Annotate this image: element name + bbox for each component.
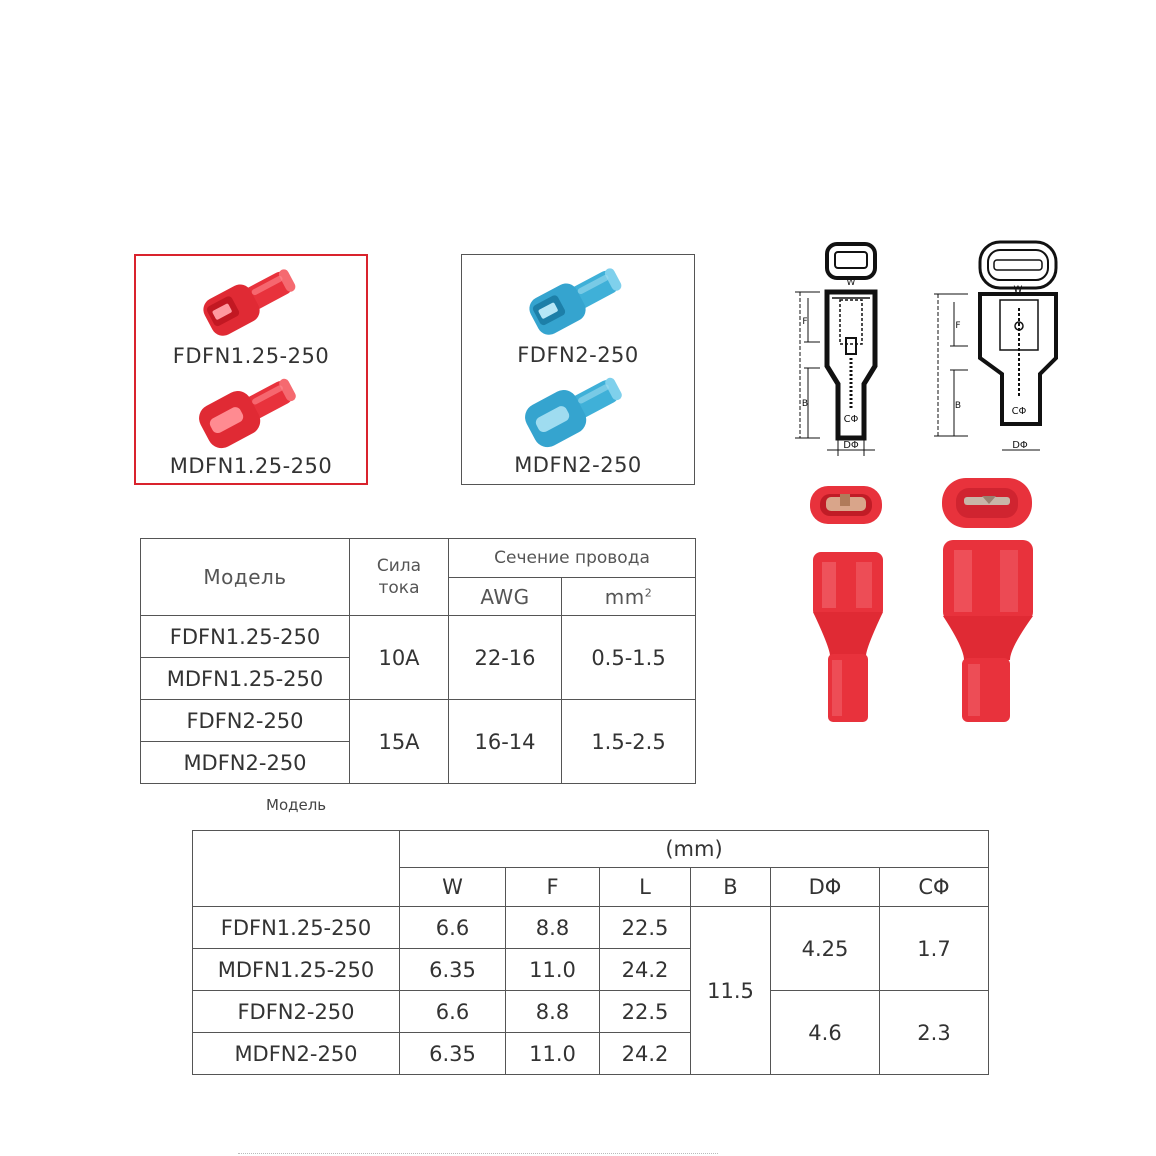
model-cell: FDFN1.25-250 — [141, 616, 350, 658]
col-header-w: W — [400, 868, 506, 907]
f-cell: 8.8 — [506, 907, 600, 949]
empty-header-cell — [193, 831, 400, 907]
male-connector-blue-image — [520, 369, 632, 451]
dim-b-label: B — [954, 401, 962, 411]
mm2-cell: 0.5-1.5 — [562, 616, 696, 700]
dimensions-table — [192, 830, 989, 1075]
awg-cell: 22-16 — [449, 616, 562, 700]
card-top-label: FDFN1.25-250 — [172, 344, 330, 368]
c-cell: 1.7 — [880, 907, 989, 991]
card-bottom-label: MDFN1.25-250 — [169, 454, 333, 478]
f-cell: 11.0 — [506, 949, 600, 991]
d-cell: 4.6 — [771, 991, 880, 1075]
product-card-red — [134, 254, 368, 485]
model-cell: MDFN1.25-250 — [141, 658, 350, 700]
male-connector-end-view-photo — [938, 474, 1036, 532]
current-cell: 10A — [350, 616, 449, 700]
model-cell: FDFN1.25-250 — [193, 907, 400, 949]
wire-section-table — [140, 538, 696, 784]
col-header-f: F — [506, 868, 600, 907]
f-cell: 8.8 — [506, 991, 600, 1033]
dotted-divider — [238, 1153, 718, 1154]
dim-c-label: CΦ — [1011, 406, 1027, 417]
awg-header: AWG — [449, 578, 562, 616]
w-cell: 6.35 — [400, 1033, 506, 1075]
l-cell: 22.5 — [600, 907, 691, 949]
model-cell: MDFN1.25-250 — [193, 949, 400, 991]
dim-w-label: W — [846, 278, 856, 288]
male-connector-side-photo — [940, 536, 1036, 726]
b-cell: 11.5 — [691, 907, 771, 1075]
female-connector-red-image — [196, 262, 306, 342]
table-caption: Модель — [266, 796, 327, 814]
card-bottom-label: MDFN2-250 — [514, 453, 642, 477]
w-cell: 6.6 — [400, 907, 506, 949]
w-cell: 6.6 — [400, 991, 506, 1033]
product-card-blue — [461, 254, 695, 485]
col-header-b: B — [691, 868, 771, 907]
mm2-header: $mm^2$ — [562, 578, 696, 616]
wire-section-header: Сечение провода — [449, 539, 696, 578]
male-connector-red-image — [194, 370, 306, 452]
female-connector-blue-image — [522, 261, 632, 341]
model-cell: FDFN2-250 — [193, 991, 400, 1033]
dim-b-label: B — [801, 399, 809, 409]
l-cell: 24.2 — [600, 949, 691, 991]
col-header-d: DΦ — [771, 868, 880, 907]
mm2-cell: 1.5-2.5 — [562, 700, 696, 784]
dim-d-label: DΦ — [1012, 440, 1028, 451]
col-header-l: L — [600, 868, 691, 907]
female-connector-side-photo — [810, 548, 886, 726]
l-cell: 22.5 — [600, 991, 691, 1033]
female-connector-technical-drawing — [780, 238, 890, 460]
current-cell: 15A — [350, 700, 449, 784]
model-cell: MDFN2-250 — [193, 1033, 400, 1075]
dim-w-label: W — [1013, 285, 1023, 295]
model-header: Модель — [141, 539, 350, 616]
dim-d-label: DΦ — [843, 440, 859, 451]
model-cell: FDFN2-250 — [141, 700, 350, 742]
f-cell: 11.0 — [506, 1033, 600, 1075]
current-header: Сила тока — [350, 539, 449, 616]
card-top-label: FDFN2-250 — [517, 343, 639, 367]
dim-c-label: CΦ — [843, 414, 859, 425]
dim-f-label: F — [802, 317, 808, 327]
model-cell: MDFN2-250 — [141, 742, 350, 784]
c-cell: 2.3 — [880, 991, 989, 1075]
d-cell: 4.25 — [771, 907, 880, 991]
col-header-c: CΦ — [880, 868, 989, 907]
female-connector-end-view-photo — [806, 482, 886, 528]
awg-cell: 16-14 — [449, 700, 562, 784]
male-connector-technical-drawing — [928, 238, 1060, 460]
unit-header: (mm) — [400, 831, 989, 868]
l-cell: 24.2 — [600, 1033, 691, 1075]
w-cell: 6.35 — [400, 949, 506, 991]
dim-f-label: F — [955, 321, 961, 331]
